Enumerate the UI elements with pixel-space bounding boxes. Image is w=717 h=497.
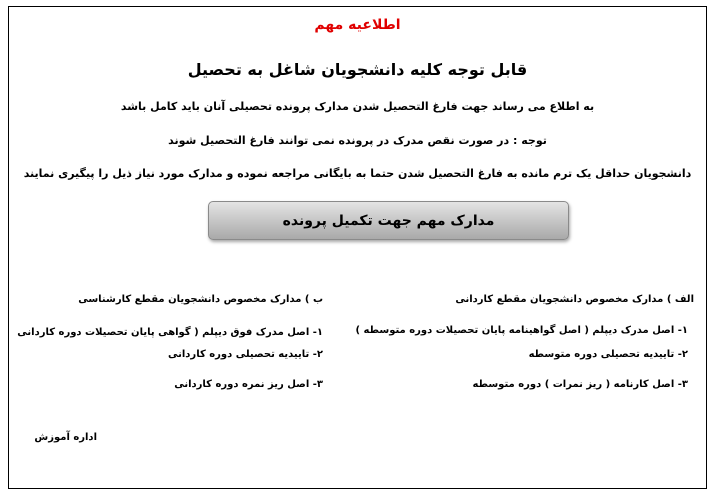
section-b-item-3: ۳- اصل ریز نمره دوره کاردانی — [174, 379, 323, 390]
notice-line-2: توجه : در صورت نقص مدرک در پرونده نمی توانند فارغ التحصیل شوند — [168, 134, 547, 147]
signature: اداره آموزش — [34, 432, 97, 443]
notice-line-1: به اطلاع می رساند جهت فارغ التحصیل شدن مدارک پرونده تحصیلی آنان باید کامل باشد — [120, 100, 595, 113]
section-b-heading: ب ) مدارک مخصوص دانشجویان مقطع کارشناسی — [78, 294, 323, 305]
section-a-item-1: ۱- اصل مدرک دیپلم ( اصل گواهینامه پایان تحصیلات دوره متوسطه ) — [355, 325, 688, 336]
section-a-item-2: ۲- تاییدیه تحصیلی دوره متوسطه — [528, 349, 688, 360]
notice-line-3: دانشجویان حداقل یک ترم مانده به فارغ التحصیل شدن حتما به بایگانی مراجعه نموده و مدارک مورد نیاز ذیل را پیگیری نمایند — [23, 167, 692, 180]
section-b-item-1: ۱- اصل مدرک فوق دیپلم ( گواهی پایان تحصیلات دوره کاردانی — [17, 327, 323, 338]
documents-banner-label: مدارک مهم جهت تکمیل پرونده — [282, 212, 495, 229]
notice-heading: اطلاعیه مهم — [314, 17, 401, 33]
section-a-heading: الف ) مدارک مخصوص دانشجویان مقطع کاردانی — [455, 294, 694, 305]
documents-banner — [208, 201, 569, 240]
section-b-item-2: ۲- تاییدیه تحصیلی دوره کاردانی — [168, 349, 323, 360]
section-a-item-3: ۳- اصل کارنامه ( ریز نمرات ) دوره متوسطه — [472, 379, 688, 390]
notice-frame — [8, 6, 707, 489]
notice-title: قابل توجه کلیه دانشجویان شاغل به تحصیل — [187, 60, 528, 79]
